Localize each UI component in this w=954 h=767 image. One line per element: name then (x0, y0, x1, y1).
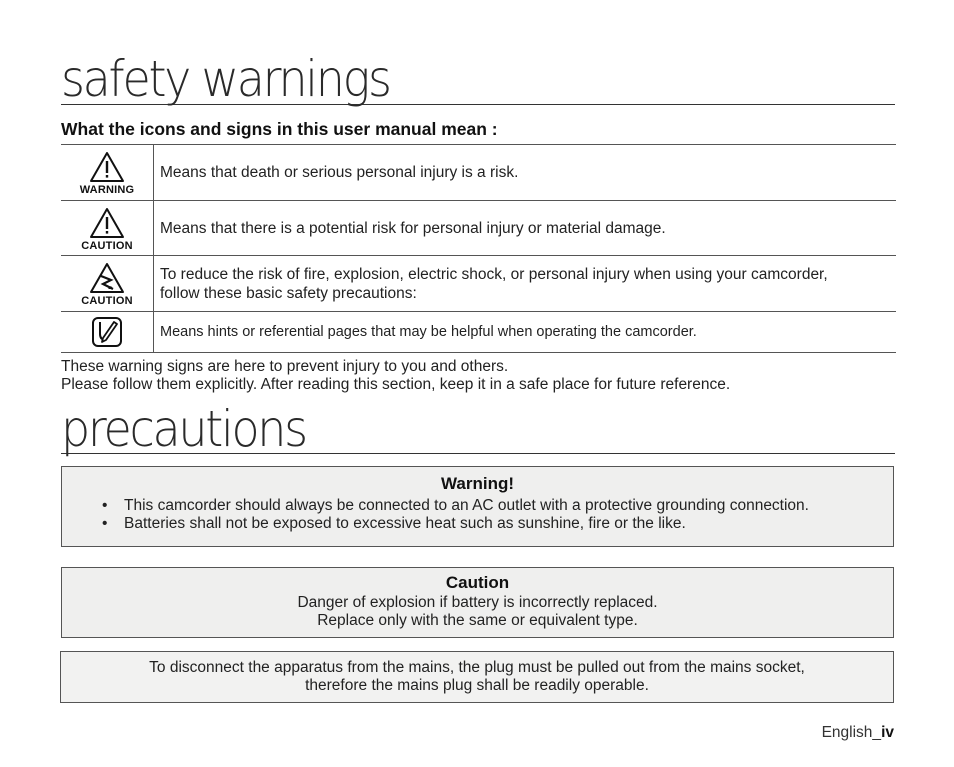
note-line: Please follow them explicitly. After reading this section, keep it in a safe place for future reference. (61, 376, 731, 393)
section-title-precautions: precautions (61, 403, 895, 454)
disconnect-box (60, 651, 894, 703)
footer-language: English_ (821, 724, 882, 741)
table-row (61, 145, 896, 201)
warning-heading: Warning! (440, 474, 515, 493)
icon-cell (61, 201, 154, 256)
description-line: follow these basic safety precautions: (160, 284, 417, 302)
icon-description: Means that there is a potential risk for personal injury or material damage. (154, 201, 897, 256)
icon-description (154, 256, 897, 312)
caution-line: Danger of explosion if battery is incorrectly replaced. (297, 594, 658, 611)
table-row (61, 201, 896, 256)
caution-heading: Caution (445, 573, 510, 592)
disconnect-line: To disconnect the apparatus from the mains, the plug must be pulled out from the mains socket, (149, 659, 805, 676)
icon-cell (61, 256, 154, 312)
description-line: To reduce the risk of fire, explosion, electric shock, or personal injury when using your camcorder, (160, 265, 828, 283)
page-number: iv (881, 724, 894, 741)
caution-line: Replace only with the same or equivalent type. (317, 612, 638, 629)
icons-subtitle: What the icons and signs in this user manual mean : (61, 119, 498, 139)
note-pencil-icon (91, 316, 123, 348)
safety-note (61, 358, 730, 394)
note-line: These warning signs are here to prevent injury to you and others. (61, 358, 509, 375)
caution-triangle-icon (89, 207, 125, 239)
icon-cell (61, 145, 154, 201)
icon-description: Means hints or referential pages that may be helpful when operating the camcorder. (154, 312, 897, 353)
disconnect-line: therefore the mains plug shall be readily operable. (305, 677, 649, 694)
section-title-safety-warnings: safety warnings (61, 53, 895, 105)
warning-list (62, 497, 893, 533)
table-row (61, 312, 896, 353)
list-item: • Batteries shall not be exposed to excessive heat such as sunshine, fire or the like. (124, 515, 893, 533)
caution-box (61, 567, 894, 638)
icon-label: WARNING (79, 184, 135, 196)
warning-box (61, 466, 894, 547)
list-item: • This camcorder should always be connected to an AC outlet with a protective grounding connection. (124, 497, 893, 515)
page-footer (822, 724, 894, 742)
icon-label: CAUTION (81, 239, 133, 252)
warning-triangle-icon (89, 151, 125, 183)
icons-table (61, 144, 896, 353)
icon-cell (61, 312, 154, 353)
icon-label: CAUTION (81, 295, 133, 307)
table-row (61, 256, 896, 312)
icon-description: Means that death or serious personal injury is a risk. (154, 145, 897, 201)
electric-shock-triangle-icon (89, 262, 125, 294)
